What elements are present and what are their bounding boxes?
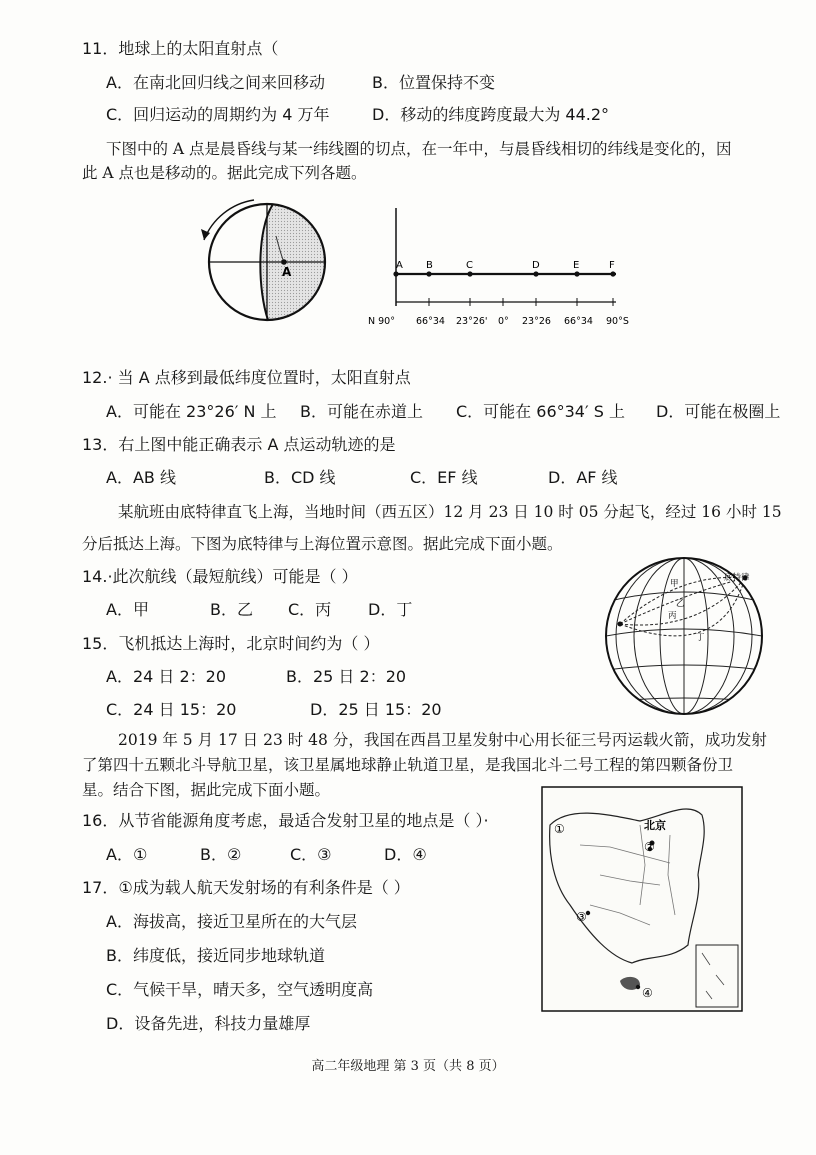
q15-option-a: A．24 日 2：20 [106,667,227,686]
q13-option-d: D．AF 线 [548,468,618,487]
site-label-4: ④ [642,986,653,1000]
q16-option-a: A．① [106,845,148,864]
page-footer: 高二年级地理 第 3 页（共 8 页） [311,1059,505,1074]
point-a-label: A [282,265,292,279]
point-label-d: D [532,260,540,271]
q12-option-a: A．可能在 23°26′ N 上 [106,402,277,421]
route-label-jia: 甲 [670,579,679,589]
q14-option-d: D．丁 [368,600,413,619]
tick-label-66s: 66°34 [564,316,593,327]
q16-option-d: D．④ [384,845,427,864]
q14-option-b: B．乙 [210,600,253,619]
detroit-label: 底特律 [724,573,750,583]
beijing-label: 北京 [644,819,666,832]
route-label-bing: 丙 [668,611,677,621]
tick-label-0: 0° [498,316,509,327]
q11-option-a: A．在南北回归线之间来回移动 [106,73,325,92]
intro-paragraph-3-line-3: 星。结合下图，据此完成下面小题。 [82,781,331,799]
question-11-stem: 11．地球上的太阳直射点（ [82,39,279,58]
q11-option-b: B．位置保持不变 [372,73,495,92]
question-14-stem: 14.·此次航线（最短航线）可能是（ ） [82,567,358,586]
q17-option-d: D．设备先进，科技力量雄厚 [106,1014,311,1033]
q13-option-c: C．EF 线 [410,468,478,487]
q15-option-d: D．25 日 15：20 [310,700,442,719]
q13-option-b: B．CD 线 [264,468,336,487]
q13-option-a: A．AB 线 [106,468,176,487]
tick-label-s90: 90°S [606,316,629,327]
q11-option-c: C．回归运动的周期约为 4 万年 [106,105,330,124]
question-17-stem: 17．①成为载人航天发射场的有利条件是（ ） [82,878,410,897]
tick-label-n90: N 90° [368,316,395,327]
route-label-yi: 乙 [676,599,685,609]
intro-paragraph-1-line-1: 下图中的 A 点是晨昏线与某一纬线圈的切点，在一年中，与晨昏线相切的纬线是变化的，因 [106,140,732,158]
tick-label-23n: 23°26' [456,316,488,327]
site-label-2: ② [644,840,655,854]
flight-route-globe-figure [600,552,768,718]
intro-paragraph-3-line-2: 了第四十五颗北斗导航卫星，该卫星属地球静止轨道卫星，是我国北斗二号工程的第四颗备份卫 [82,756,734,774]
latitude-track-figure [366,202,656,328]
site-label-1: ① [554,822,565,836]
q11-option-d: D．移动的纬度跨度最大为 44.2° [372,105,610,124]
q15-option-c: C．24 日 15：20 [106,700,237,719]
route-label-ding: 丁 [696,633,705,643]
tick-label-23s: 23°26 [522,316,551,327]
q17-option-b: B．纬度低，接近同步地球轨道 [106,946,325,965]
question-16-stem: 16．从节省能源角度考虑，最适合发射卫星的地点是（ ）· [82,811,489,830]
q15-option-b: B．25 日 2：20 [286,667,407,686]
q14-option-a: A．甲 [106,600,149,619]
intro-paragraph-3-line-1: 2019 年 5 月 17 日 23 时 48 分，我国在西昌卫星发射中心用长征三号丙运载火箭，成功发射 [118,731,767,749]
q14-option-c: C．丙 [288,600,332,619]
point-label-b: B [426,260,433,271]
q12-option-d: D．可能在极圈上 [656,402,781,421]
q12-option-b: B．可能在赤道上 [300,402,423,421]
question-15-stem: 15．飞机抵达上海时，北京时间约为（ ） [82,634,380,653]
q16-option-b: B．② [200,845,242,864]
tick-label-66n: 66°34 [416,316,445,327]
question-13-stem: 13．右上图中能正确表示 A 点运动轨迹的是 [82,435,396,454]
site-label-3: ③ [576,910,587,924]
point-label-a: A [396,260,403,271]
point-label-f: F [609,260,615,271]
q16-option-c: C．③ [290,845,332,864]
intro-paragraph-2-line-2: 分后抵达上海。下图为底特律与上海位置示意图。据此完成下面小题。 [82,535,563,553]
q17-option-a: A．海拔高，接近卫星所在的大气层 [106,912,357,931]
terminator-globe-figure [196,196,334,328]
point-label-c: C [466,260,473,271]
q12-option-c: C．可能在 66°34′ S 上 [456,402,625,421]
q17-option-c: C．气候干旱，晴天多，空气透明度高 [106,980,374,999]
intro-paragraph-1-line-2: 此 A 点也是移动的。据此完成下列各题。 [82,164,367,182]
intro-paragraph-2-line-1: 某航班由底特律直飞上海，当地时间（西五区）12 月 23 日 10 时 05 分起飞，经过 16 小时 15 [118,503,782,521]
point-label-e: E [573,260,580,271]
question-12-stem: 12.· 当 A 点移到最低纬度位置时，太阳直射点 [82,368,411,387]
china-launch-sites-map [540,785,746,1013]
